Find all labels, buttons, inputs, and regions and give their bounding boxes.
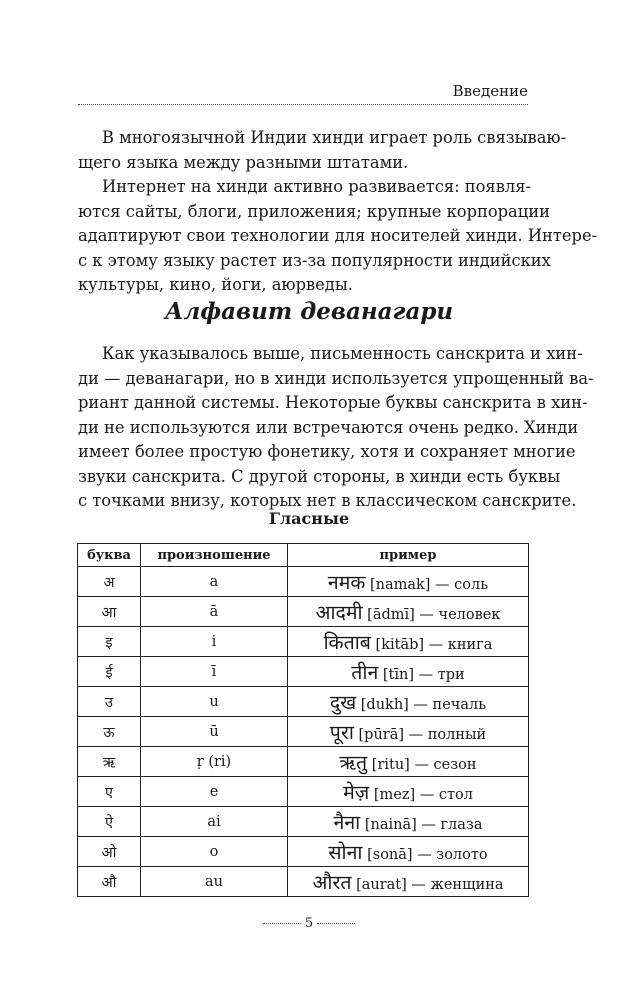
vowel-example — [288, 867, 529, 897]
text-line: с точками внизу, которых нет в классическом санскрите. — [78, 491, 577, 510]
vowel-letter: उ — [78, 687, 141, 717]
column-header-letter: буква — [78, 544, 141, 567]
vowel-letter: ऊ — [78, 717, 141, 747]
table-row — [78, 567, 529, 597]
text-line: Как указывалось выше, письменность санскрита и хин- — [102, 344, 583, 363]
vowel-pronunciation: ṛ (ri) — [141, 747, 288, 777]
column-header-example: пример — [288, 544, 529, 567]
table-row — [78, 657, 529, 687]
vowel-pronunciation: o — [141, 837, 288, 867]
section-heading: Алфавит деванагари — [164, 298, 454, 325]
running-head — [78, 82, 528, 106]
text-line: Интернет на хинди активно развивается: появля- — [102, 177, 531, 196]
vowel-pronunciation: ī — [141, 657, 288, 687]
vowel-example — [288, 567, 529, 597]
page-footer — [0, 916, 618, 931]
vowel-example — [288, 747, 529, 777]
table-row — [78, 597, 529, 627]
text-line: культуры, кино, йоги, аюрведы. — [78, 275, 353, 294]
vowel-letter: इ — [78, 627, 141, 657]
example-word: सोना — [328, 841, 363, 864]
example-translation: [pūrā] — полный — [358, 727, 487, 743]
intro-paragraphs — [78, 126, 598, 298]
vowel-pronunciation: a — [141, 567, 288, 597]
example-word: मेज़ — [343, 781, 370, 804]
table-header-row — [78, 544, 529, 567]
vowel-pronunciation: i — [141, 627, 288, 657]
example-word: नैना — [333, 811, 361, 834]
footer-dotted-leader — [317, 923, 355, 924]
vowel-example — [288, 627, 529, 657]
chapter-title: Введение — [452, 82, 528, 100]
text-line: В многоязычной Индии хинди играет роль связываю- — [102, 128, 567, 147]
text-line: адаптируют свои технологии для носителей хинди. Интере- — [78, 226, 598, 245]
example-word: पूरा — [329, 721, 354, 744]
text-line: ди не используются или встречаются очень редко. Хинди — [78, 417, 579, 437]
section-paragraph — [78, 342, 594, 514]
vowel-example — [288, 657, 529, 687]
text-line: риант данной системы. Некоторые буквы санскрита в хин- — [78, 393, 588, 412]
table-row — [78, 747, 529, 777]
vowel-example — [288, 597, 529, 627]
table-row — [78, 837, 529, 867]
example-translation: [dukh] — печаль — [360, 697, 487, 713]
column-header-pronunciation: произношение — [141, 544, 288, 567]
text-line: звуки санскрита. С другой стороны, в хинди есть буквы — [78, 466, 561, 486]
vowel-letter: आ — [78, 597, 141, 627]
vowel-example — [288, 777, 529, 807]
vowel-letter: अ — [78, 567, 141, 597]
example-translation: [sonā] — золото — [367, 847, 488, 863]
example-translation: [mez] — стол — [373, 787, 473, 803]
example-word: नमक — [327, 571, 366, 594]
example-translation: [nainā] — глаза — [364, 817, 483, 833]
vowels-table — [77, 543, 529, 897]
vowel-example — [288, 837, 529, 867]
table-caption: Гласные — [268, 509, 350, 528]
vowel-pronunciation: e — [141, 777, 288, 807]
page-number: 5 — [304, 916, 314, 931]
example-translation: [namak] — соль — [369, 577, 489, 593]
table-row — [78, 687, 529, 717]
footer-dotted-leader — [263, 923, 301, 924]
vowel-letter: ऐ — [78, 807, 141, 837]
text-line: имеет более простую фонетику, хотя и сохраняет многие — [78, 442, 576, 461]
example-word: औरत — [312, 871, 352, 894]
example-translation: [tīn] — три — [382, 667, 465, 683]
vowel-letter: ई — [78, 657, 141, 687]
example-translation: [ādmī] — человек — [367, 607, 501, 623]
example-word: तीन — [351, 661, 379, 684]
vowel-example — [288, 717, 529, 747]
text-line: ются сайты, блоги, приложения; крупные корпорации — [78, 201, 550, 221]
text-line: с к этому языку растет из-за популярности индийских — [78, 250, 551, 270]
vowel-letter: ऋ — [78, 747, 141, 777]
vowel-pronunciation: ū — [141, 717, 288, 747]
vowel-example — [288, 807, 529, 837]
table-row — [78, 627, 529, 657]
vowel-example — [288, 687, 529, 717]
example-translation: [kitāb] — книга — [375, 637, 493, 653]
vowel-letter: ओ — [78, 837, 141, 867]
text-line: щего языка между разными штатами. — [78, 152, 409, 172]
vowel-letter: ए — [78, 777, 141, 807]
vowel-pronunciation: ai — [141, 807, 288, 837]
table-row — [78, 717, 529, 747]
example-word: आदमी — [315, 601, 363, 624]
example-word: दुख — [329, 691, 357, 714]
header-dotted-rule — [78, 104, 528, 105]
vowel-pronunciation: au — [141, 867, 288, 897]
vowel-pronunciation: u — [141, 687, 288, 717]
table-row — [78, 807, 529, 837]
example-translation: [ritu] — сезон — [371, 757, 477, 773]
table-row — [78, 777, 529, 807]
example-word: किताब — [323, 631, 371, 654]
example-translation: [aurat] — женщина — [356, 877, 504, 893]
example-word: ऋतु — [339, 751, 368, 774]
table-row — [78, 867, 529, 897]
text-line: ди — деванагари, но в хинди используется упрощенный ва- — [78, 368, 594, 388]
vowel-letter: औ — [78, 867, 141, 897]
vowel-pronunciation: ā — [141, 597, 288, 627]
